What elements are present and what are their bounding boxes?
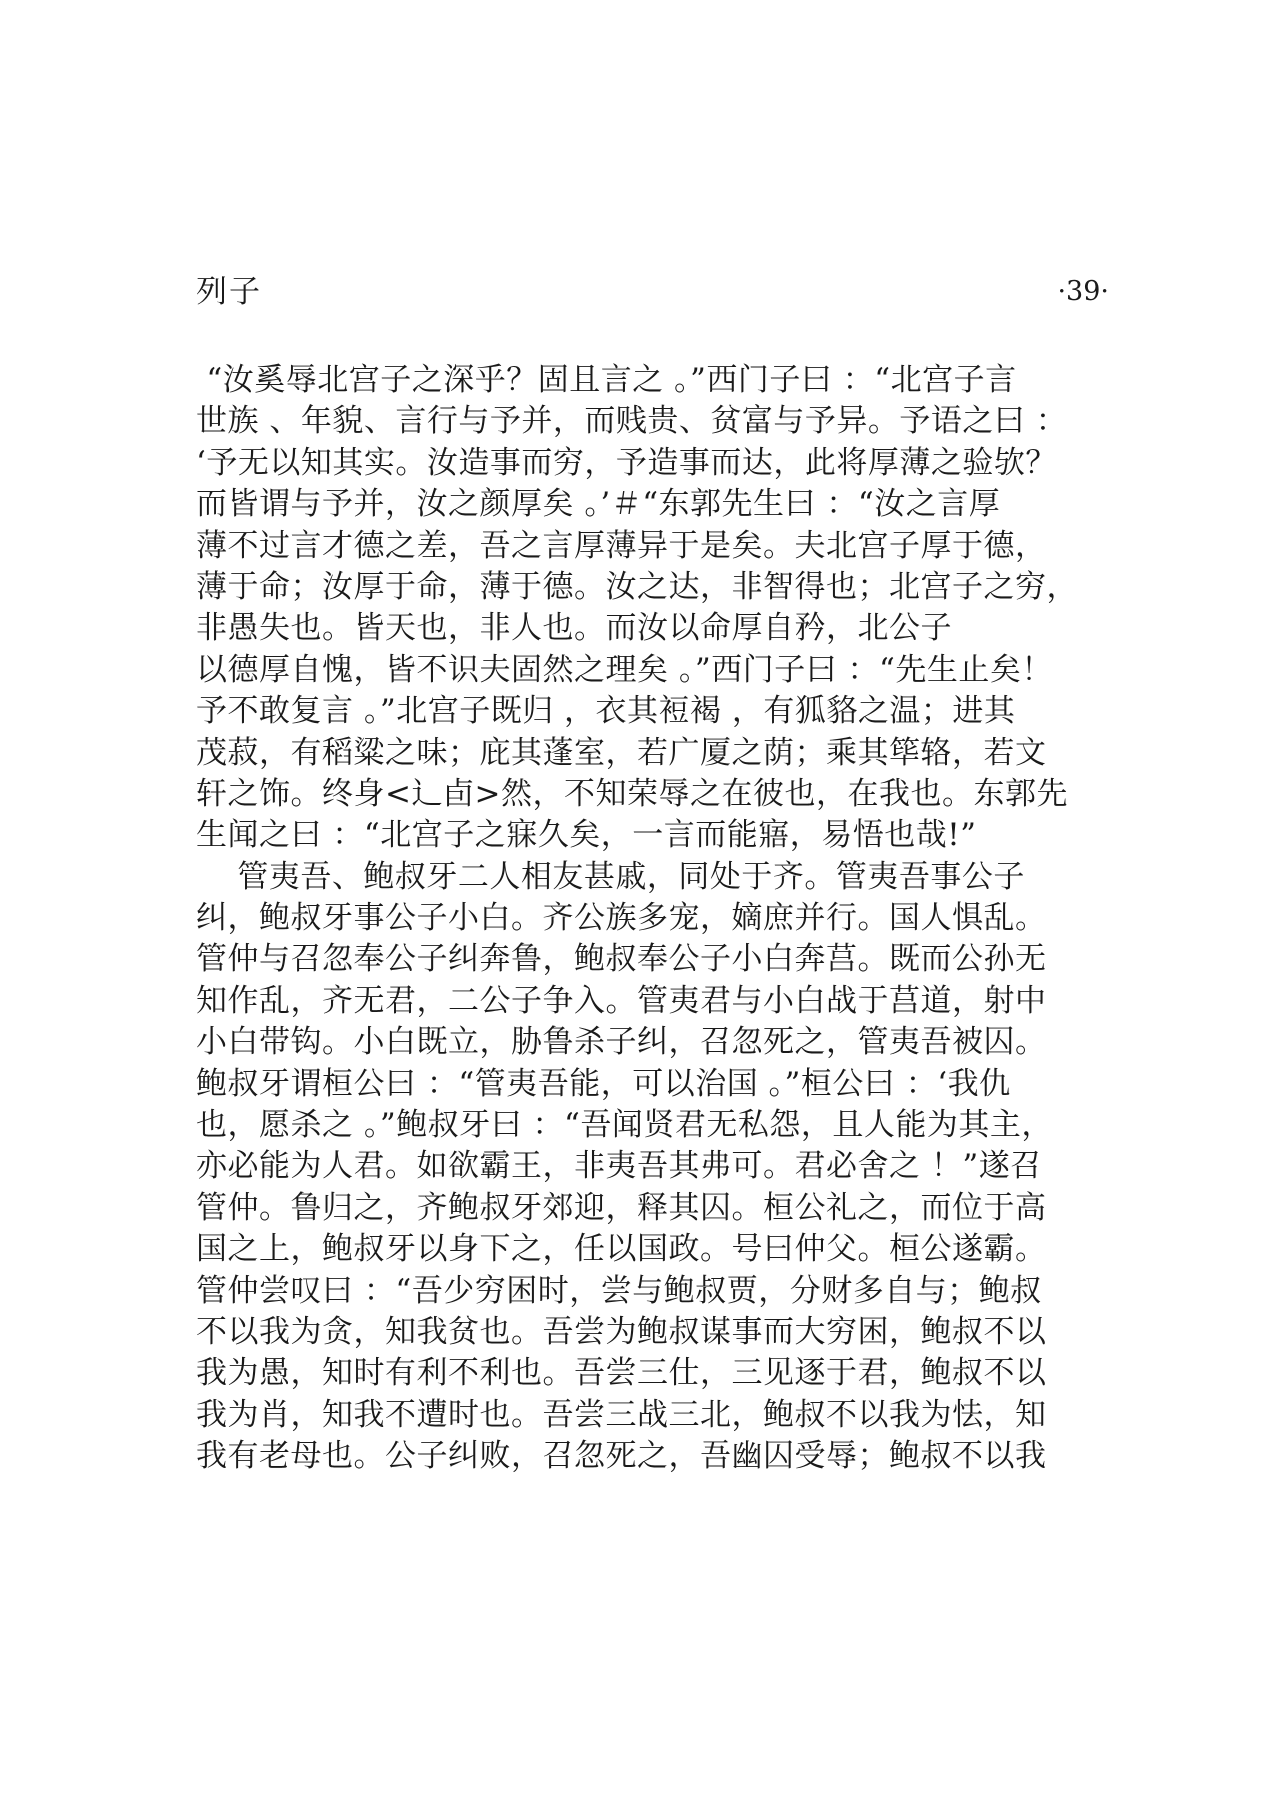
text-line: 我有老母也。公子纠败，召忽死之，吾幽囚受辱；鲍叔不以我 (196, 1438, 1047, 1475)
text-line: “汝奚辱北宫子之深乎？固且言之 。”西门子曰 ：“北宫子言 (196, 362, 1017, 398)
text-line: 薄于命；汝厚于命，薄于德。汝之达，非智得也；北宫子之穷， (196, 568, 1078, 605)
text-line: 薄不过言才德之差，吾之言厚薄异于是矣。夫北宫子厚于德， (196, 527, 1047, 564)
text-line: 管仲。鲁归之，齐鲍叔牙郊迎，释其囚。桓公礼之，而位于高 (196, 1189, 1047, 1226)
text-line: 生闻之曰 ：“北宫子之寐久矣，一言而能寤，易悟也哉!” (196, 817, 977, 854)
text-line: 而皆谓与予并，汝之颜厚矣 。’＃“东郭先生曰 ：“汝之言厚 (196, 486, 1001, 523)
text-line: ‘予无以知其实。汝造事而穷，予造事而达，此将厚薄之验欤？ (196, 444, 1057, 481)
text-line: 亦必能为人君。如欲霸王，非夷吾其弗可。君必舍之 ！”遂召 (196, 1148, 1042, 1185)
text-line: 我为愚，知时有利不利也。吾尝三仕，三见逐于君，鲍叔不以 (196, 1355, 1047, 1392)
text-line: 管夷吾、鲍叔牙二人相友甚戚，同处于齐。管夷吾事公子 (196, 858, 1025, 895)
text-line: 我为肖，知我不遭时也。吾尝三战三北，鲍叔不以我为怯，知 (196, 1396, 1047, 1433)
running-header (196, 270, 1109, 314)
text-line: 知作乱，齐无君，二公子争入。管夷君与小白战于莒道，射中 (196, 982, 1047, 1019)
text-line: 也，愿杀之 。”鲍叔牙曰 ：“吾闻贤君无私怨，且人能为其主， (196, 1107, 1053, 1144)
text-line: 小白带钩。小白既立，胁鲁杀子纠，召忽死之，管夷吾被囚。 (196, 1024, 1047, 1061)
text-line: 世族 、年貌、言行与予并，而贱贵、贫富与予异。予语之曰 ： (196, 403, 1068, 440)
text-line: 国之上，鲍叔牙以身下之，任以国政。号曰仲父。桓公遂霸。 (196, 1231, 1047, 1268)
text-line: 予不敢复言 。”北宫子既归 ，衣其裋褐 ，有狐貉之温；进其 (196, 693, 1016, 730)
text-line: 不以我为贪，知我贫也。吾尝为鲍叔谋事而大穷困，鲍叔不以 (196, 1313, 1047, 1350)
text-line: 茂菽，有稻粱之味；庇其蓬室，若广厦之荫；乘其筚辂，若文 (196, 734, 1047, 771)
body-text (196, 360, 1116, 1478)
page-number: ·39· (1057, 276, 1109, 307)
text-line: 管仲尝叹曰 ：“吾少穷困时，尝与鲍叔贾，分财多自与；鲍叔 (196, 1272, 1042, 1309)
text-line: 管仲与召忽奉公子纠奔鲁，鲍叔奉公子小白奔莒。既而公孙无 (196, 941, 1047, 978)
text-line: 轩之饰。终身<辶卣>然，不知荣辱之在彼也，在我也。东郭先 (196, 775, 1068, 812)
text-line: 以德厚自愧，皆不识夫固然之理矣 。”西门子曰 ：“先生止矣！ (196, 651, 1053, 688)
book-title: 列子 (196, 274, 262, 310)
text-line: 鲍叔牙谓桓公曰 ：“管夷吾能，可以治国 。”桓公曰 ：‘我仇 (196, 1065, 1011, 1102)
text-line: 纠，鲍叔牙事公子小白。齐公族多宠，嫡庶并行。国人惧乱。 (196, 900, 1047, 937)
text-line: 非愚失也。皆天也，非人也。而汝以命厚自矜，北公子 (196, 610, 952, 647)
